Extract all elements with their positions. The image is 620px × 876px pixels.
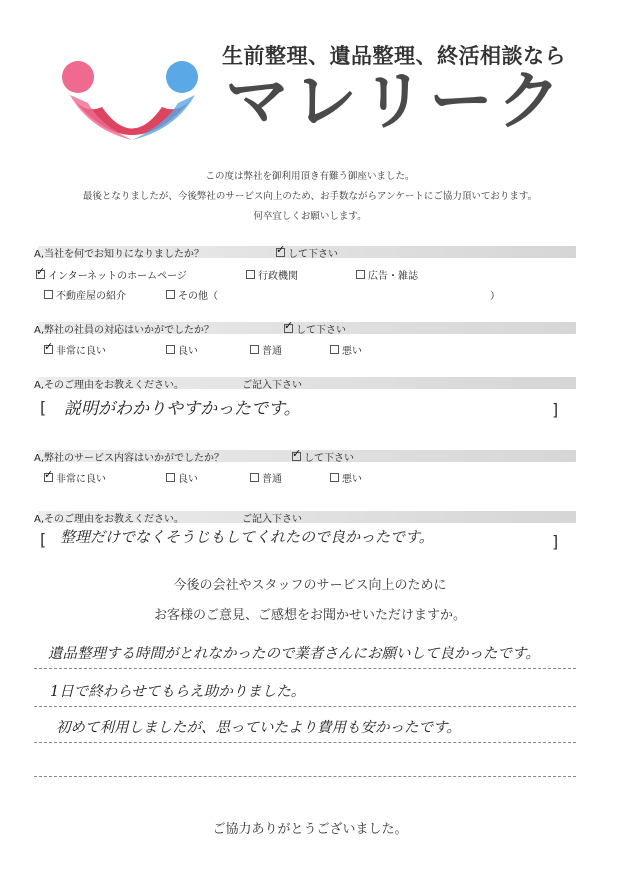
checkbox-icon[interactable] [44, 290, 53, 299]
q1-label: A,当社を何でお知りになりましたか？ [34, 249, 205, 260]
q1-option-other[interactable]: その他（ [166, 287, 218, 302]
brand-name: マレリーク [225, 65, 565, 139]
q4-label: A,弊社のサービス内容はいかがでしたか？ [34, 453, 225, 464]
checkbox-icon[interactable] [250, 473, 259, 482]
answer-line [34, 742, 576, 743]
checkbox-icon[interactable] [166, 473, 175, 482]
checkbox-icon[interactable] [250, 345, 259, 354]
q4-option-good[interactable]: 良い [166, 470, 198, 485]
answer-bracket-close: ] [552, 400, 559, 419]
q4-hint: ✓ して下さい [292, 449, 354, 464]
checkbox-icon[interactable] [36, 270, 45, 279]
q5-hint: ご記入下さい [242, 514, 302, 525]
checkbox-icon[interactable] [330, 345, 339, 354]
q1-option-government[interactable]: 行政機関 [246, 267, 298, 282]
checkbox-icon[interactable] [246, 270, 255, 279]
closing-message: ご協力ありがとうございました。 [212, 822, 408, 837]
answer-bracket-open: [ [40, 398, 47, 417]
q3-label: A,そのご理由をお教えください。 [34, 380, 185, 391]
checkbox-icon [292, 452, 301, 461]
answer-bracket-open: [ [40, 530, 47, 549]
q4-option-bad[interactable]: 悪い [330, 470, 362, 485]
feedback-answer-3[interactable]: 初めて利用しましたが、思っていたより費用も安かったです。 [56, 720, 461, 736]
feedback-prompt-2: お客様のご意見、ご感想をお聞かせいただけますか。 [153, 608, 466, 623]
q1-other-close: ） [490, 291, 500, 302]
checkbox-icon[interactable] [44, 473, 53, 482]
checkbox-icon[interactable] [166, 345, 175, 354]
q1-hint: ✓ して下さい [276, 245, 338, 260]
q2-option-average[interactable]: 普通 [250, 342, 282, 357]
answer-bracket-close: ] [552, 532, 559, 551]
feedback-prompt-1: 今後の会社やスタッフのサービス向上のために [173, 578, 447, 593]
intro-line-1: この度は弊社を御利用頂き有難う御座いました。 [205, 171, 415, 182]
feedback-answer-1[interactable]: 遺品整理する時間がとれなかったので業者さんにお願いして良かったです。 [48, 646, 540, 662]
checkbox-icon [276, 248, 285, 257]
feedback-answer-2[interactable]: 1日で終わらせてもらえ助かりました。 [50, 684, 306, 700]
logo-mark-icon [50, 55, 215, 150]
q2-option-good[interactable]: 良い [166, 342, 198, 357]
q3-hint: ご記入下さい [242, 380, 302, 391]
q2-option-very-good[interactable]: ✓ 非常に良い [44, 342, 106, 357]
q5-answer[interactable]: 整理だけでなくそうじもしてくれたので良かったです。 [60, 528, 434, 546]
checkbox-icon[interactable] [166, 290, 175, 299]
intro-line-3: 何卒宜しくお願いします。 [253, 211, 367, 222]
answer-line [34, 668, 576, 669]
q4-option-very-good[interactable]: ✓ 非常に良い [44, 470, 106, 485]
q1-option-ads[interactable]: 広告・雑誌 [356, 267, 418, 282]
checkbox-icon[interactable] [356, 270, 365, 279]
checkbox-icon[interactable] [44, 345, 53, 354]
q3-answer[interactable]: 説明がわかりやすかったです。 [64, 399, 301, 419]
q1-option-internet[interactable]: ✓ インターネットのホームページ [36, 267, 187, 282]
q2-option-bad[interactable]: 悪い [330, 342, 362, 357]
answer-line [34, 776, 576, 777]
checkbox-icon [284, 324, 293, 333]
checkbox-icon[interactable] [330, 473, 339, 482]
q5-label: A,そのご理由をお教えください。 [34, 514, 185, 525]
q2-hint: ✓ して下さい [284, 321, 346, 336]
q4-option-average[interactable]: 普通 [250, 470, 282, 485]
intro-line-2: 最後となりましたが、今後弊社のサービス向上のため、お手数ながらアンケートにご協力頂いております。 [82, 191, 538, 202]
answer-line [34, 706, 576, 707]
tagline: 生前整理、遺品整理、終活相談なら [222, 44, 566, 68]
q1-option-realestate[interactable]: 不動産屋の紹介 [44, 287, 126, 302]
q2-label: A,弊社の社員の対応はいかがでしたか？ [34, 325, 215, 336]
